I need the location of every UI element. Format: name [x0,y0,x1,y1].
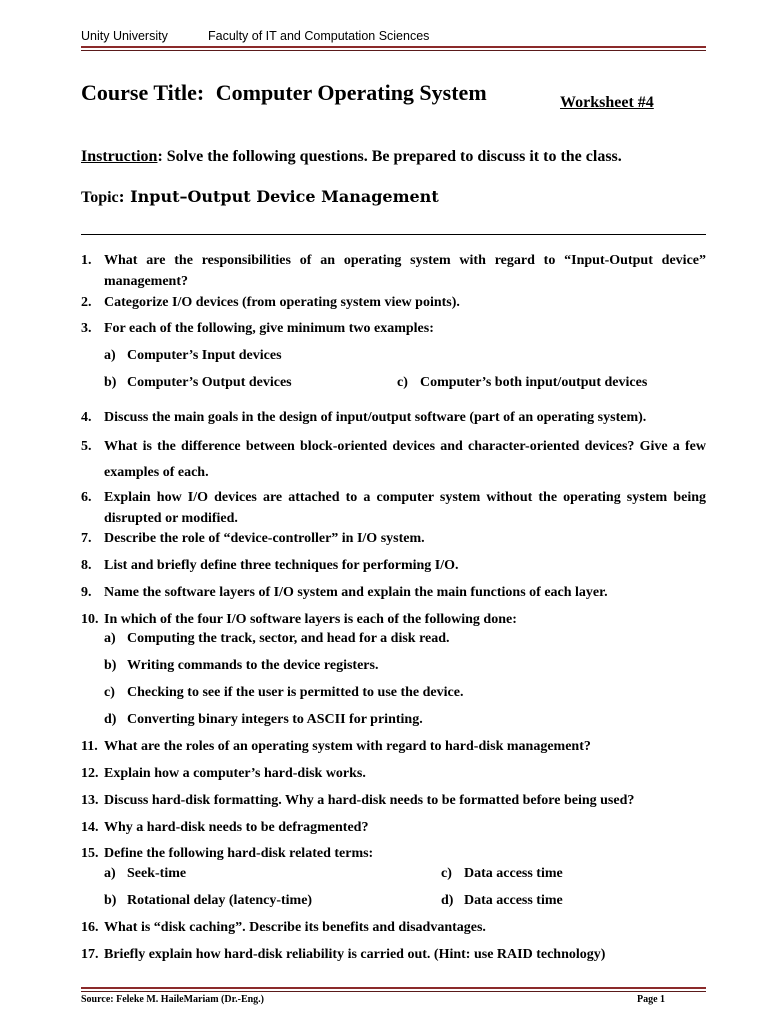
sub-text: Data access time [464,893,563,908]
question-item [81,555,706,576]
sub-item [104,709,423,730]
worksheet-number: Worksheet #4 [560,94,654,111]
footer-rule-thin [81,991,706,992]
question-number: 12. [81,766,99,781]
instruction [81,148,622,166]
sub-letter: a) [104,631,116,646]
sub-item [104,372,292,393]
question-text: Categorize I/O devices (from operating system view points). [104,295,460,310]
footer-page-number: Page 1 [637,994,666,1005]
question-text: Explain how a computer’s hard-disk works. [104,766,366,781]
question-text: Describe the role of “device-controller” in I/O system. [104,531,425,546]
sub-text: Checking to see if the user is permitted to use the device. [127,685,464,700]
sub-text: Rotational delay (latency-time) [127,893,313,908]
sub-text: Computing the track, sector, and head for a disk read. [127,631,450,646]
sub-letter: b) [104,893,117,908]
instruction-text: : Solve the following questions. Be prepared to discuss it to the class. [157,148,622,165]
sub-text: Computer’s both input/output devices [420,375,648,390]
sub-letter: b) [104,658,117,673]
question-item [81,763,706,784]
question-text: What is the difference between block-oriented devices and character-oriented devices? Give a few examples of each. [104,439,706,480]
sub-item [104,863,186,884]
topic [81,187,439,207]
question-text: Briefly explain how hard-disk reliability is carried out. (Hint: use RAID technology) [104,947,606,962]
sub-letter: a) [104,866,116,881]
sub-text: Writing commands to the device registers. [127,658,379,673]
sub-item [104,890,312,911]
course-title-value: Computer Operating System [215,80,487,105]
question-number: 5. [81,439,92,454]
header-rule [81,46,706,48]
question-number: 7. [81,531,92,546]
question-item [81,250,706,292]
sub-item [104,345,282,366]
question-item [81,843,706,864]
question-number: 14. [81,820,99,835]
sub-text: Seek-time [127,866,187,881]
sub-letter: d) [104,712,117,727]
question-text: Why a hard-disk needs to be defragmented? [104,820,369,835]
sub-text: Computer’s Input devices [127,348,282,363]
question-item [81,487,706,529]
question-text: Discuss the main goals in the design of input/output software (part of an operating system). [104,410,647,425]
question-number: 17. [81,947,99,962]
sub-text: Converting binary integers to ASCII for printing. [127,712,423,727]
question-text: Define the following hard-disk related terms: [104,846,374,861]
question-text: For each of the following, give minimum two examples: [104,321,434,336]
question-item [81,407,706,428]
sub-item [104,655,378,676]
question-number: 13. [81,793,99,808]
question-item [81,582,706,603]
question-number: 15. [81,846,99,861]
question-item [81,318,706,339]
question-text: What are the responsibilities of an operating system with regard to “Input-Output device” management? [104,253,706,289]
question-number: 16. [81,920,99,935]
question-text: Name the software layers of I/O system and explain the main functions of each layer. [104,585,608,600]
sub-text: Data access time [464,866,563,881]
sub-letter: a) [104,348,116,363]
course-title-label: Course Title: [81,80,205,105]
question-text: What is “disk caching”. Describe its benefits and disadvantages. [104,920,486,935]
topic-text: : Input–Output Device Management [118,187,439,206]
question-text: Discuss hard-disk formatting. Why a hard-disk needs to be formatted before being used? [104,793,635,808]
sub-item [104,628,450,649]
sub-letter: b) [104,375,117,390]
question-item [81,292,706,313]
sub-letter: c) [397,375,408,390]
question-item [81,528,706,549]
question-text: Explain how I/O devices are attached to a computer system without the operating system being disrupted or modified. [104,490,706,526]
sub-letter: c) [441,866,452,881]
topic-divider [81,234,706,235]
question-item [81,944,706,965]
sub-item [104,682,463,703]
question-item [81,434,706,486]
topic-label: Topic [81,189,119,206]
question-number: 9. [81,585,92,600]
sub-item [397,372,647,393]
footer-source: Source: Feleke M. HaileMariam (Dr.-Eng.) [81,994,265,1005]
question-number: 1. [81,253,92,268]
instruction-label: Instruction [81,148,158,165]
sub-letter: d) [441,893,454,908]
question-item [81,790,706,811]
question-number: 4. [81,410,92,425]
footer-rule [81,987,706,989]
question-item [81,609,706,630]
sub-item [441,863,563,884]
question-item [81,736,706,757]
sub-item [441,890,563,911]
sub-letter: c) [104,685,115,700]
question-number: 8. [81,558,92,573]
header-faculty: Faculty of IT and Computation Sciences [208,29,430,43]
header-rule-thin [81,50,706,51]
question-text: In which of the four I/O software layers is each of the following done: [104,612,517,627]
sub-text: Computer’s Output devices [127,375,292,390]
question-text: List and briefly define three techniques for performing I/O. [104,558,459,573]
header-university: Unity University [81,29,168,43]
question-number: 10. [81,612,99,627]
question-item [81,817,706,838]
question-number: 11. [81,739,98,754]
question-number: 6. [81,490,92,505]
question-item [81,917,706,938]
question-text: What are the roles of an operating system with regard to hard-disk management? [104,739,591,754]
question-number: 2. [81,295,92,310]
course-title [81,80,487,106]
question-number: 3. [81,321,92,336]
